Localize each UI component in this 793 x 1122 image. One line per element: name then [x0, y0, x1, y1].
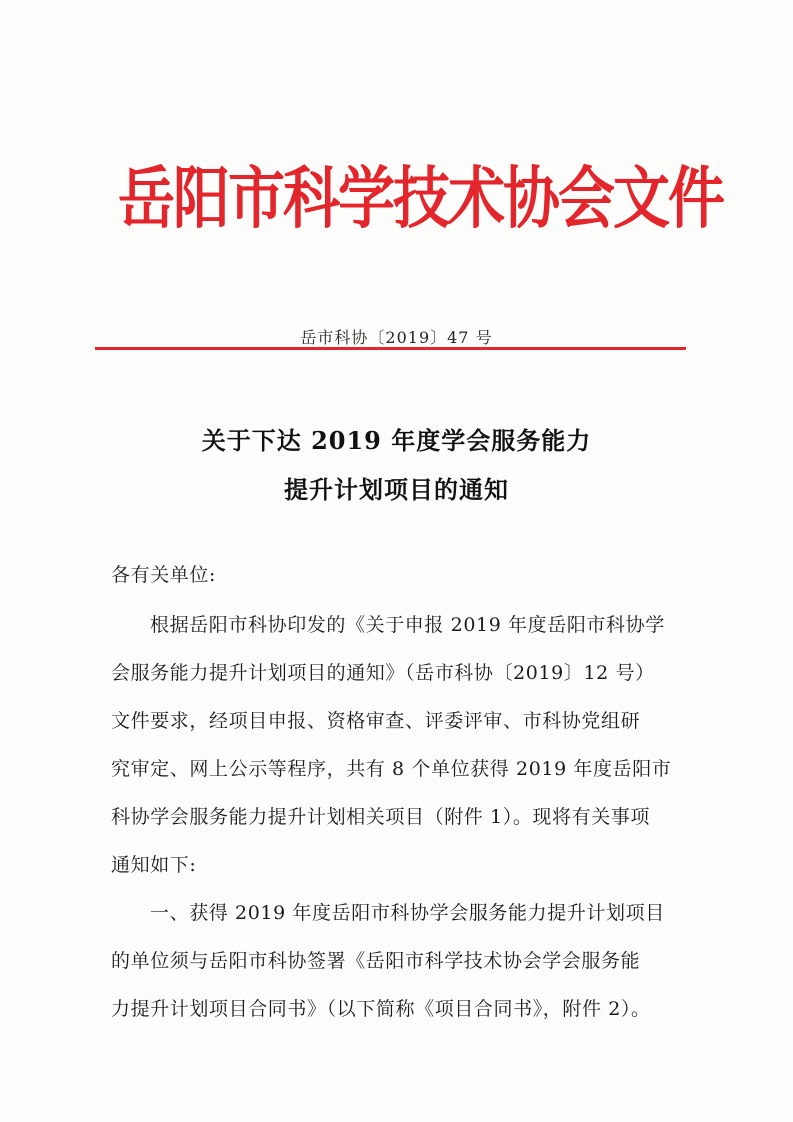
- notice-title-line-2: 提升计划项目的通知: [284, 475, 509, 504]
- body-line: 力提升计划项目合同书》（以下简称《项目合同书》，附件 2）。: [111, 998, 651, 1020]
- body-line: 文件要求，经项目申报、资格审查、评委评审、市科协党组研: [111, 710, 641, 732]
- body-line: 的单位须与岳阳市科协签署《岳阳市科学技术协会学会服务能: [111, 950, 641, 972]
- body-line: 根据岳阳市科协印发的《关于申报 2019 年度岳阳市科协学: [150, 614, 665, 636]
- salutation: 各有关单位:: [111, 564, 217, 586]
- red-divider-line: [95, 347, 686, 350]
- body-line: 通知如下:: [111, 854, 197, 876]
- body-line: 科协学会服务能力提升计划相关项目（附件 1）。现将有关事项: [111, 806, 651, 828]
- body-line: 究审定、网上公示等程序，共有 8 个单位获得 2019 年度岳阳市: [111, 758, 672, 780]
- document-number: 岳市科协〔2019〕47 号: [300, 328, 493, 347]
- notice-title-line-1: 关于下达 2019 年度学会服务能力: [201, 426, 592, 455]
- body-line: 一、获得 2019 年度岳阳市科协学会服务能力提升计划项目: [150, 902, 665, 924]
- org-header-title: 岳阳市科学技术协会文件: [118, 159, 723, 239]
- body-line: 会服务能力提升计划项目的通知》（岳市科协〔2019〕12 号）: [111, 662, 655, 684]
